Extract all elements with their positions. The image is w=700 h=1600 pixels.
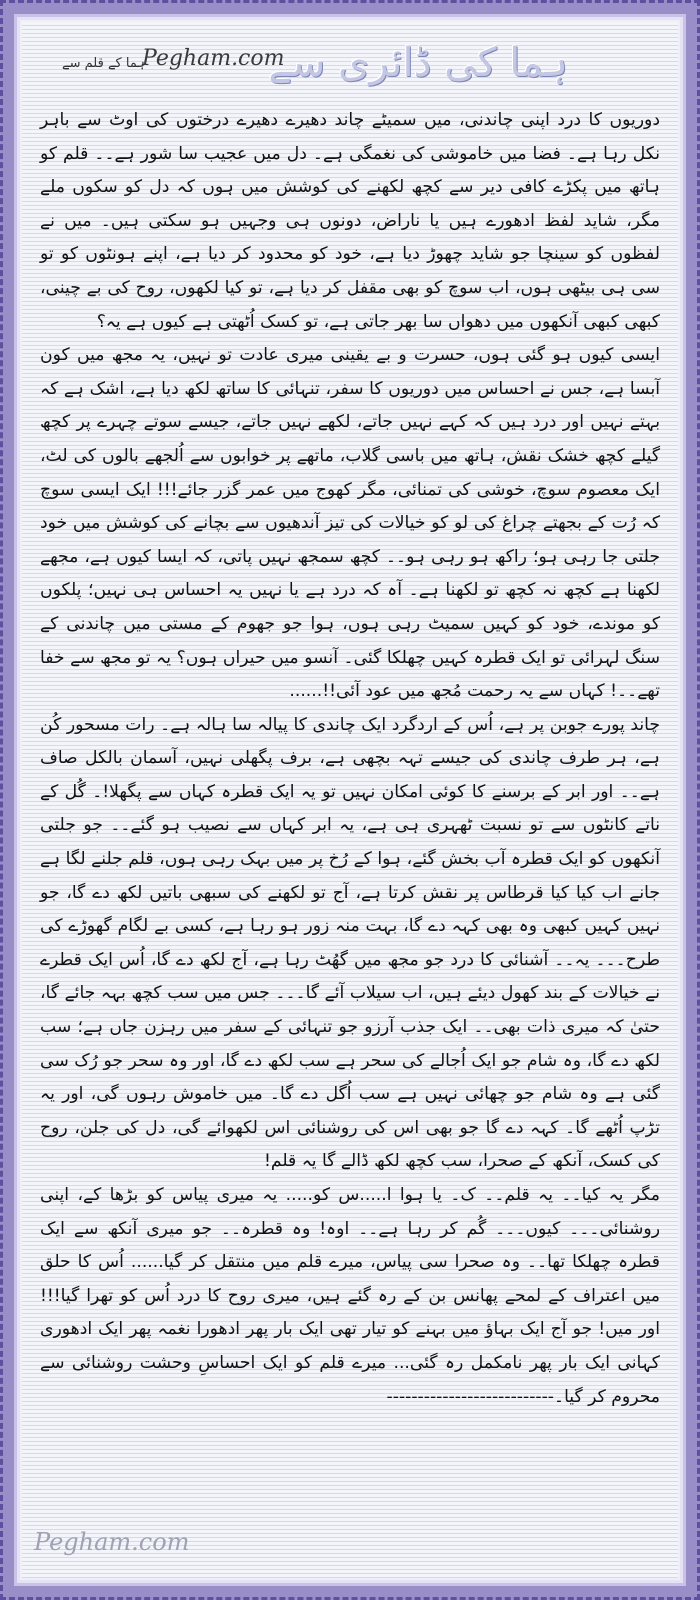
- site-logo[interactable]: Pegham.com: [142, 46, 285, 71]
- paragraph: مگر یہ کیا۔۔ یہ قلم۔۔ ک۔ یا ہوا ا.....س کو..... یہ میری پیاس کو بڑھا کے، اپنی روشنائی۔۔۔ کیوں۔۔۔ گُم کر رہا ہے۔۔ اوہ! وہ قطرہ۔۔ جو میری آنکھ سے ایک قطرہ چھلکا تھا۔۔ وہ صحرا سی پیاس، میرے قلم میں منتقل کر گیا...... اُس کا حلق میں اعتراف کے لمحے پھانس بن کے رہ گئے ہیں، میری روح کا درد اُس کو تھرا گیا!!! اور میں! جو آج ایک بہاؤ میں بہنے کو تیار تھی ایک بار پھر ادھورا نغمہ پھر ایک ادھوری کہانی ایک بار پھر نامکمل رہ گئی... میرے قلم کو ایک احساسِ وحشت روشنائی سے محروم کر گیا۔---------------------------: [40, 1185, 660, 1407]
- page-title: ہما کی ڈائری سے: [268, 40, 568, 86]
- paragraph: ایسی کیوں ہو گئی ہوں، حسرت و بے یقینی میری عادت تو نہیں، یہ مجھ میں کون آبسا ہے، جس نے احساس میں دوریوں کا سفر، تنہائی کا ساتھ لکھ دیا ہے، اشک ہے کہ بہتے نہیں اور درد ہیں کہ کہے نہیں جاتے، لکھے نہیں جاتے، جیسے سوتے چہرے پر کچھ گیلے کچھ خشک نقش، ہاتھ میں باسی گلاب، ماتھے پر خوابوں سے اُلجھے بالوں کی لٹ، ایک معصوم سوچ، خوشی کی تمنائی، مگر کھوج میں عمر گزر جائے!!! ایک ایسی سوچ کہ رُت کے بجھتے چراغ کی لو کو خیالات کی تیز آندھیوں سے بچانے کی کوشش میں خود جلتی جا رہی ہو؛ راکھ ہو رہی ہو۔۔ کچھ سمجھ نہیں پاتی، کہ ایسا کیوں ہے، مجھے لکھنا ہے کچھ نہ کچھ تو لکھنا ہے۔ آہ کہ درد ہے یا نہیں یہ احساس ہی نہیں؛ پلکوں کو موندے، خود کو کہیں سمیٹ رہی ہوں، ہوا جو جھوم کے مستی میں چاندنی کے سنگ لہرائی تو ایک قطرہ کہیں چھلکا گئی۔ آنسو میں حیراں ہوں؟ یہ تو مجھ سے خفا تھے۔۔! کہاں سے یہ رحمت مُجھ میں عود آئی!!......: [40, 345, 660, 702]
- paragraph: دوریوں کا درد اپنی چاندنی، میں سمیٹے چاند دھیرے دھیرے درختوں کی اوٹ سے باہر نکل رہا ہے۔ فضا میں خاموشی کی نغمگی ہے۔ دل میں عجیب سا شور ہے۔۔ قلم کو ہاتھ میں پکڑے کافی دیر سے کچھ لکھنے کی کوشش میں ہوں کہ دل کو سکوں ملے مگر، شاید لفظ ادھورے ہیں یا ناراض، دونوں ہی وجہیں ہو سکتی ہیں۔ میں نے لفظوں کو سینچا جو شاید چھوڑ دیا ہے، خود کو محدود کر دیا ہے، اپنے ہونٹوں کو تو سی ہی بیٹھی ہوں، اب سوچ کو بھی مقفل کر دیا ہے، تو کیا لکھوں، روح کی بے چینی، کبھی کبھی آنکھوں میں دھواں سا بھر جاتی ہے، تو کسک اُٹھتی ہے کیوں ہے یہ؟: [40, 110, 660, 332]
- paragraph: چاند پورے جوبن پر ہے، اُس کے اردگرد ایک چاندی کا پیالہ سا ہالہ ہے۔ رات مسحور کُن ہے، ہر طرف چاندی کی جیسے تہہ بچھی ہے، برف پگھلی نہیں، آسمان بالکل صاف ہے۔۔ اور ابر کے برسنے کا کوئی امکان نہیں تو یہ ایک قطرہ کہاں سے پگھلا!۔ گُل کے ناتے کانٹوں سے تو نسبت ٹھہری ہی ہے، یہ ابر کہاں سے نصیب ہو گئے۔۔ جو جلتی آنکھوں کو ایک قطرہ آب بخش گئے، ہوا کے رُخ پر میں بہک رہی ہوں، قلم جلنے لگا ہے جانے اب کیا کیا قرطاس پر نقش کرتا ہے، آج تو لکھنے کی سبھی باتیں لکھ دے گا، جو نہیں کہیں کبھی وہ بھی کہہ دے گا، بہت منہ زور ہو رہا ہے، کسی بے لگام گھوڑے کی طرح۔۔۔ یہ۔۔ آشنائی کا درد جو مجھ میں گھُٹ رہا ہے، آج لکھ دے گا، اُس ایک قطرے نے خیالات کے بند کھول دیئے ہیں، اب سیلاب آئے گا۔۔۔ جس میں سب کچھ بہہ جائے گا، حتیٰ کہ میری ذات بھی۔۔ ایک جذب آرزو جو تنہائی کے سفر میں رہزن جاں ہے؛ سب لکھ دے گا، وہ شام جو ایک اُجالے کی سحر ہے سب لکھ دے گا، اور وہ سحر جو رُک سی گئی ہے وہ شام جو چھائی نہیں ہے سب اُگل دے گا۔ میں خاموش رہوں گی، اور یہ تڑپ اُٹھے گا۔ کہہ دے گا جو بھی اس کی روشنائی اس لکھوائے گی، دل کی جلن، روح کی کسک، آنکھ کے صحرا، سب کچھ لکھ ڈالے گا یہ قلم!: [40, 714, 660, 1172]
- header: [22, 30, 678, 100]
- author-line: ہما کے قلم سے: [62, 56, 145, 71]
- diary-text: [40, 104, 660, 1414]
- watermark: Pegham.com: [34, 1528, 190, 1556]
